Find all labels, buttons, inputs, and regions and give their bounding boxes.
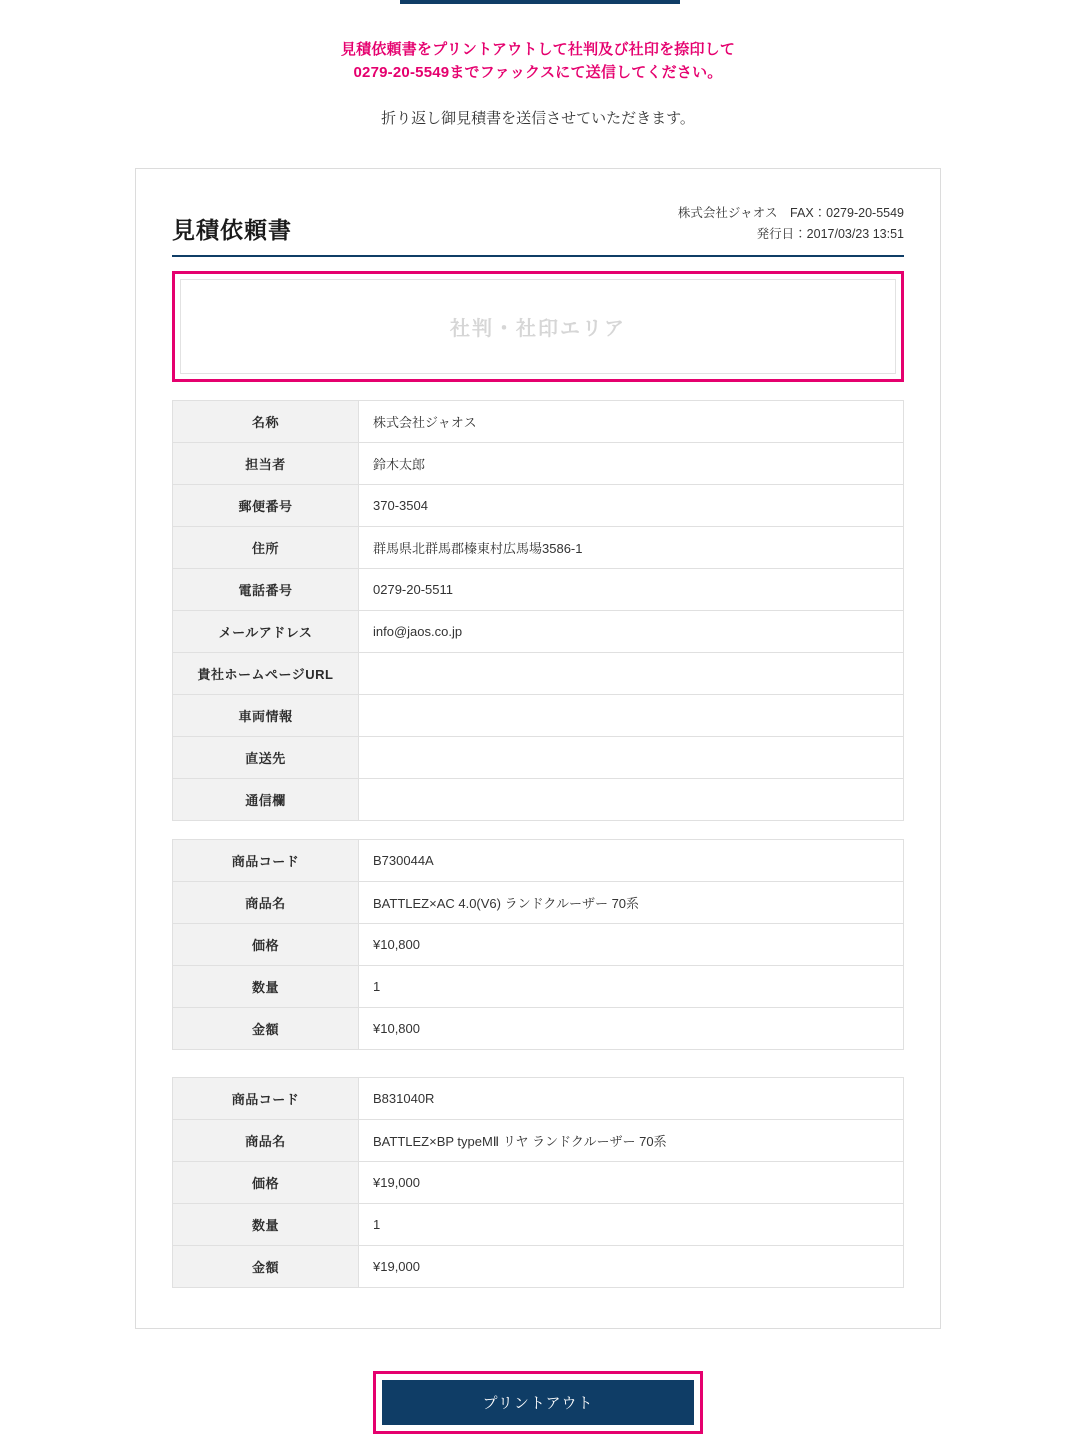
row-value: ¥10,800: [359, 1008, 904, 1050]
table-row: [173, 737, 904, 779]
table-row: [173, 401, 904, 443]
table-row: [173, 966, 904, 1008]
quote-sheet: [135, 168, 941, 1330]
table-row: [173, 611, 904, 653]
notice-line-1: 見積依頼書をプリントアウトして社判及び社印を捺印して: [340, 41, 736, 58]
table-row: [173, 840, 904, 882]
table-row: [173, 1246, 904, 1288]
table-row: [173, 1162, 904, 1204]
row-label: 貴社ホームページURL: [173, 653, 359, 695]
top-accent-segment: [400, 0, 680, 4]
row-value: BATTLEZ×AC 4.0(V6) ランドクルーザー 70系: [359, 882, 904, 924]
table-row: [173, 1120, 904, 1162]
row-label: 金額: [173, 1008, 359, 1050]
item-table-body: [173, 840, 904, 1050]
row-value: 0279-20-5511: [359, 569, 904, 611]
fax-instruction-notice: [0, 38, 1076, 130]
row-value: 1: [359, 966, 904, 1008]
row-label: 車両情報: [173, 695, 359, 737]
print-highlight-frame: [373, 1371, 703, 1434]
row-value: ¥19,000: [359, 1162, 904, 1204]
row-label: 郵便番号: [173, 485, 359, 527]
row-label: 数量: [173, 1204, 359, 1246]
table-row: [173, 1204, 904, 1246]
row-value: [359, 779, 904, 821]
row-label: 通信欄: [173, 779, 359, 821]
table-row: [173, 569, 904, 611]
row-label: 商品名: [173, 1120, 359, 1162]
row-label: 商品コード: [173, 840, 359, 882]
print-button[interactable]: プリントアウト: [382, 1380, 694, 1425]
customer-info-body: [173, 401, 904, 821]
row-value: BATTLEZ×BP typeMⅡ リヤ ランドクルーザー 70系: [359, 1120, 904, 1162]
table-row: [173, 527, 904, 569]
row-label: 数量: [173, 966, 359, 1008]
table-row: [173, 882, 904, 924]
row-value: ¥10,800: [359, 924, 904, 966]
row-label: 商品コード: [173, 1078, 359, 1120]
issue-date-line: 発行日：2017/03/23 13:51: [756, 227, 904, 241]
row-value: [359, 695, 904, 737]
top-accent-bar: [0, 0, 1076, 4]
table-row: [173, 924, 904, 966]
table-row: [173, 1008, 904, 1050]
item-table: [172, 839, 904, 1050]
row-label: 金額: [173, 1246, 359, 1288]
row-value: B730044A: [359, 840, 904, 882]
row-value: info@jaos.co.jp: [359, 611, 904, 653]
table-row: [173, 653, 904, 695]
row-value: [359, 737, 904, 779]
row-label: メールアドレス: [173, 611, 359, 653]
row-label: 価格: [173, 924, 359, 966]
row-label: 担当者: [173, 443, 359, 485]
table-row: [173, 779, 904, 821]
customer-info-table: [172, 400, 904, 821]
row-value: 群馬県北群馬郡榛東村広馬場3586-1: [359, 527, 904, 569]
row-value: 370-3504: [359, 485, 904, 527]
sheet-header: [172, 203, 904, 258]
table-row: [173, 695, 904, 737]
row-value: 株式会社ジャオス: [359, 401, 904, 443]
row-label: 直送先: [173, 737, 359, 779]
item-tables-container: [172, 839, 904, 1288]
row-value: ¥19,000: [359, 1246, 904, 1288]
notice-line-2: 0279-20-5549までファックスにて送信してください。: [353, 64, 723, 82]
table-row: [173, 1078, 904, 1120]
item-table-body: [173, 1078, 904, 1288]
row-label: 電話番号: [173, 569, 359, 611]
row-value: B831040R: [359, 1078, 904, 1120]
page-title: 見積依頼書: [172, 217, 292, 244]
stamp-area: 社判・社印エリア: [180, 279, 896, 374]
row-value: 鈴木太郎: [359, 443, 904, 485]
table-row: [173, 443, 904, 485]
row-value: [359, 653, 904, 695]
stamp-highlight-frame: [172, 271, 904, 382]
table-row: [173, 485, 904, 527]
row-label: 住所: [173, 527, 359, 569]
item-table: [172, 1077, 904, 1288]
company-fax-line: 株式会社ジャオス FAX：0279-20-5549: [677, 205, 904, 220]
row-label: 名称: [173, 401, 359, 443]
sheet-meta: [678, 203, 904, 246]
row-label: 商品名: [173, 882, 359, 924]
row-value: 1: [359, 1204, 904, 1246]
row-label: 価格: [173, 1162, 359, 1204]
notice-line-3: 折り返し御見積書を送信させていただきます。: [381, 109, 695, 127]
